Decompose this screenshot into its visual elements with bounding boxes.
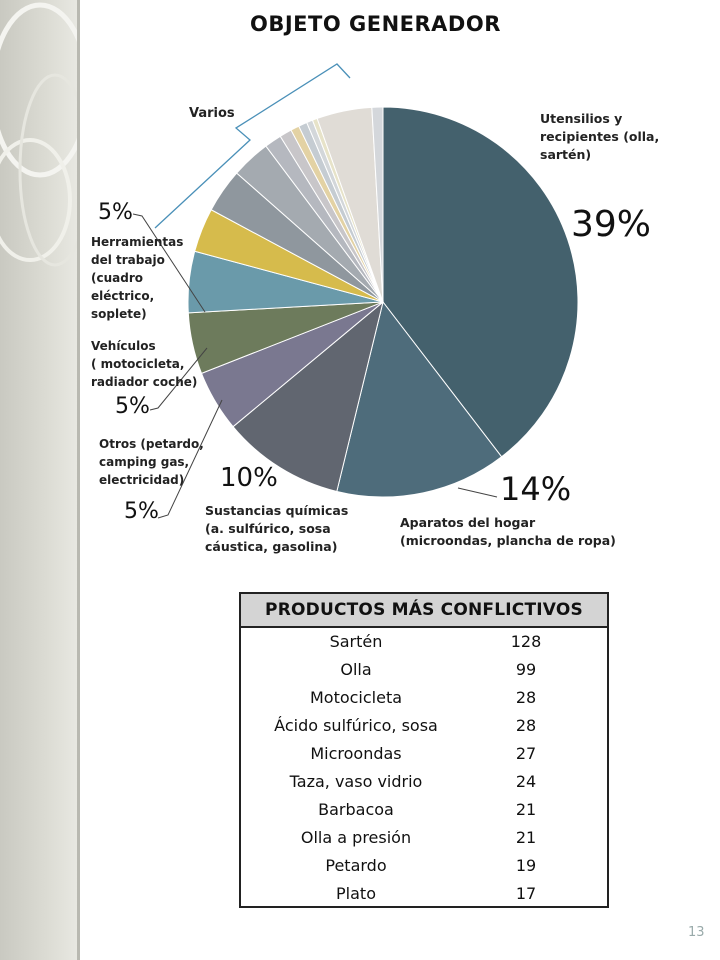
product-count: 21 (515, 828, 537, 847)
table-row (241, 768, 607, 796)
product-name: Plato (336, 884, 376, 903)
product-count: 24 (515, 772, 537, 791)
table-row (241, 824, 607, 852)
table-row (241, 740, 607, 768)
table-header: PRODUCTOS MÁS CONFLICTIVOS (241, 594, 607, 628)
product-name: Sartén (329, 632, 383, 651)
label-varios: Varios (189, 106, 235, 121)
product-count: 17 (515, 884, 537, 903)
pct-herramientas: 5% (98, 200, 133, 225)
product-count: 21 (515, 800, 537, 819)
table-row (241, 656, 607, 684)
table-body (241, 628, 607, 908)
label-sustancias: Sustancias químicas (a. sulfúrico, sosa cáustica, gasolina) (205, 503, 349, 554)
product-name: Microondas (310, 744, 402, 763)
product-name: Olla a presión (300, 828, 412, 847)
label-herramientas: Herramientas del trabajo (cuadro eléctrico, soplete) (91, 235, 184, 321)
product-name: Taza, vaso vidrio (289, 772, 423, 791)
product-count: 28 (515, 688, 537, 707)
products-table (239, 592, 609, 908)
label-vehiculos: Vehículos ( motocicleta, radiador coche) (91, 339, 198, 389)
table-row (241, 796, 607, 824)
pct-otros: 5% (124, 499, 159, 524)
table-row (241, 852, 607, 880)
product-count: 27 (515, 744, 537, 763)
page-number: 13 (688, 925, 705, 940)
pct-sustancias: 10% (220, 463, 278, 493)
table-row (241, 712, 607, 740)
table-row (241, 880, 607, 908)
chart-title: OBJETO GENERADOR (250, 12, 501, 36)
pct-vehiculos: 5% (115, 394, 150, 419)
table-row (241, 684, 607, 712)
table-row (241, 628, 607, 656)
product-name: Motocicleta (309, 688, 403, 707)
product-name: Ácido sulfúrico, sosa (274, 716, 438, 735)
label-utensilios: Utensilios y recipientes (olla, sartén) (540, 111, 660, 162)
product-count: 19 (515, 856, 537, 875)
product-name: Petardo (325, 856, 387, 875)
pct-utensilios: 39% (571, 204, 652, 245)
product-count: 99 (515, 660, 537, 679)
product-count: 28 (515, 716, 537, 735)
product-count: 128 (510, 632, 542, 651)
pct-aparatos: 14% (500, 470, 572, 508)
label-aparatos: Aparatos del hogar (microondas, plancha de ropa) (400, 515, 616, 548)
label-otros: Otros (petardo, camping gas, electricidad) (99, 437, 204, 487)
product-name: Olla (340, 660, 372, 679)
leader-line-aparatos (458, 488, 497, 497)
product-name: Barbacoa (318, 800, 394, 819)
